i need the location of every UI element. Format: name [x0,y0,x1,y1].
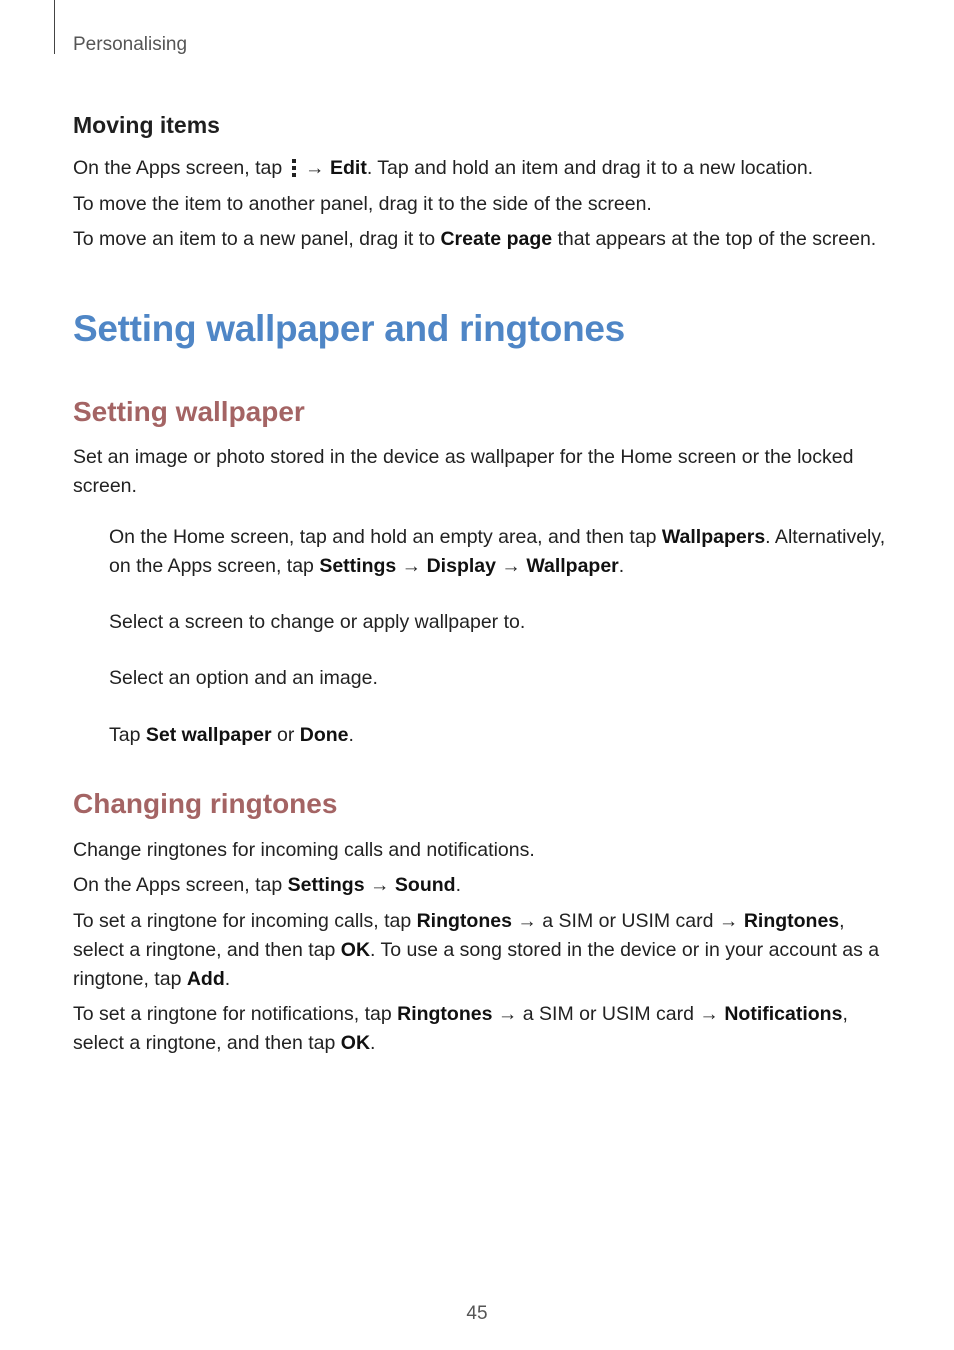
margin-rule [54,0,55,54]
text: To set a ringtone for incoming calls, tap [73,910,417,932]
wallpapers-term: Wallpapers [661,526,766,548]
sound-term: Sound [394,874,456,896]
ringtones-heading-block [73,788,893,820]
paragraph: To move the item to another panel, drag it to the side of the screen. [73,193,652,215]
text: . [455,874,461,896]
wallpaper-step-1 [109,523,899,581]
text: . [370,1032,376,1054]
chapter-title-block [73,308,893,350]
moving-items-p1 [73,154,893,183]
text: that appears at the top of the screen. [552,228,877,250]
text: on the Apps screen, tap [109,555,320,577]
moving-items-heading-block [73,112,893,139]
add-term: Add [186,968,225,990]
text: Set an image or photo stored in the device as wallpaper for the Home screen or the locked [73,446,854,468]
text: On the Apps screen, tap [73,157,288,179]
notifications-term: Notifications [724,1003,843,1025]
chapter-title: Setting wallpaper and ringtones [73,308,625,349]
text: . Alternatively, [765,526,886,548]
running-header: Personalising [73,34,188,55]
edit-term: Edit [329,157,367,179]
paragraph: Select a screen to change or apply wallpaper to. [109,611,526,633]
text: On the Apps screen, tap [73,874,288,896]
text: ringtone, tap [73,968,187,990]
text: On the Home screen, tap and hold an empty area, and then tap [109,526,662,548]
ringtones-p3 [73,907,893,994]
wallpaper-step-3 [109,664,899,693]
text: , [842,1003,848,1025]
ringtones-term: Ringtones [397,1003,493,1025]
moving-items-p3 [73,225,893,254]
text: . To use a song stored in the device or in your account as a [370,939,880,961]
ok-term: OK [340,939,371,961]
ringtones-p2 [73,871,893,900]
paragraph: Select an option and an image. [109,667,378,689]
text: → a SIM or USIM card → [511,910,744,932]
vertical-dots-icon [291,159,297,177]
ringtones-term: Ringtones [416,910,512,932]
moving-items-heading: Moving items [73,112,220,138]
settings-term: Settings [319,555,397,577]
paragraph: Change ringtones for incoming calls and notifications. [73,839,535,861]
done-term: Done [299,724,349,746]
wallpaper-step-2 [109,608,899,637]
text: . [348,724,354,746]
arrow: → [396,555,427,577]
ringtones-heading: Changing ringtones [73,788,338,819]
moving-items-p2 [73,190,893,219]
text: , [839,910,845,932]
text: . Tap and hold an item and drag it to a new location. [366,157,814,179]
ok-term: OK [340,1032,371,1054]
text: select a ringtone, and then tap [73,1032,341,1054]
text: select a ringtone, and then tap [73,939,341,961]
text: . [618,555,625,577]
text: To set a ringtone for notifications, tap [73,1003,398,1025]
ringtones-term: Ringtones [743,910,840,932]
arrow: → [364,874,395,896]
wallpaper-intro [73,443,893,501]
arrow: → [299,157,330,179]
set-wallpaper-term: Set wallpaper [145,724,272,746]
text: or [271,724,300,746]
text: Tap [109,724,146,746]
wallpaper-term: Wallpaper [526,555,619,577]
settings-term: Settings [287,874,365,896]
ringtones-p4 [73,1000,893,1058]
text: To move an item to a new panel, drag it to [73,228,441,250]
wallpaper-heading: Setting wallpaper [73,396,305,427]
text: screen. [73,475,137,497]
wallpaper-step-4 [109,721,899,750]
text: . [224,968,231,990]
display-term: Display [426,555,496,577]
text: → a SIM or USIM card → [492,1003,725,1025]
ringtones-p1 [73,836,893,865]
wallpaper-heading-block [73,396,893,428]
create-page-term: Create page [440,228,553,250]
arrow: → [495,555,527,577]
page-number: 45 [466,1303,488,1324]
